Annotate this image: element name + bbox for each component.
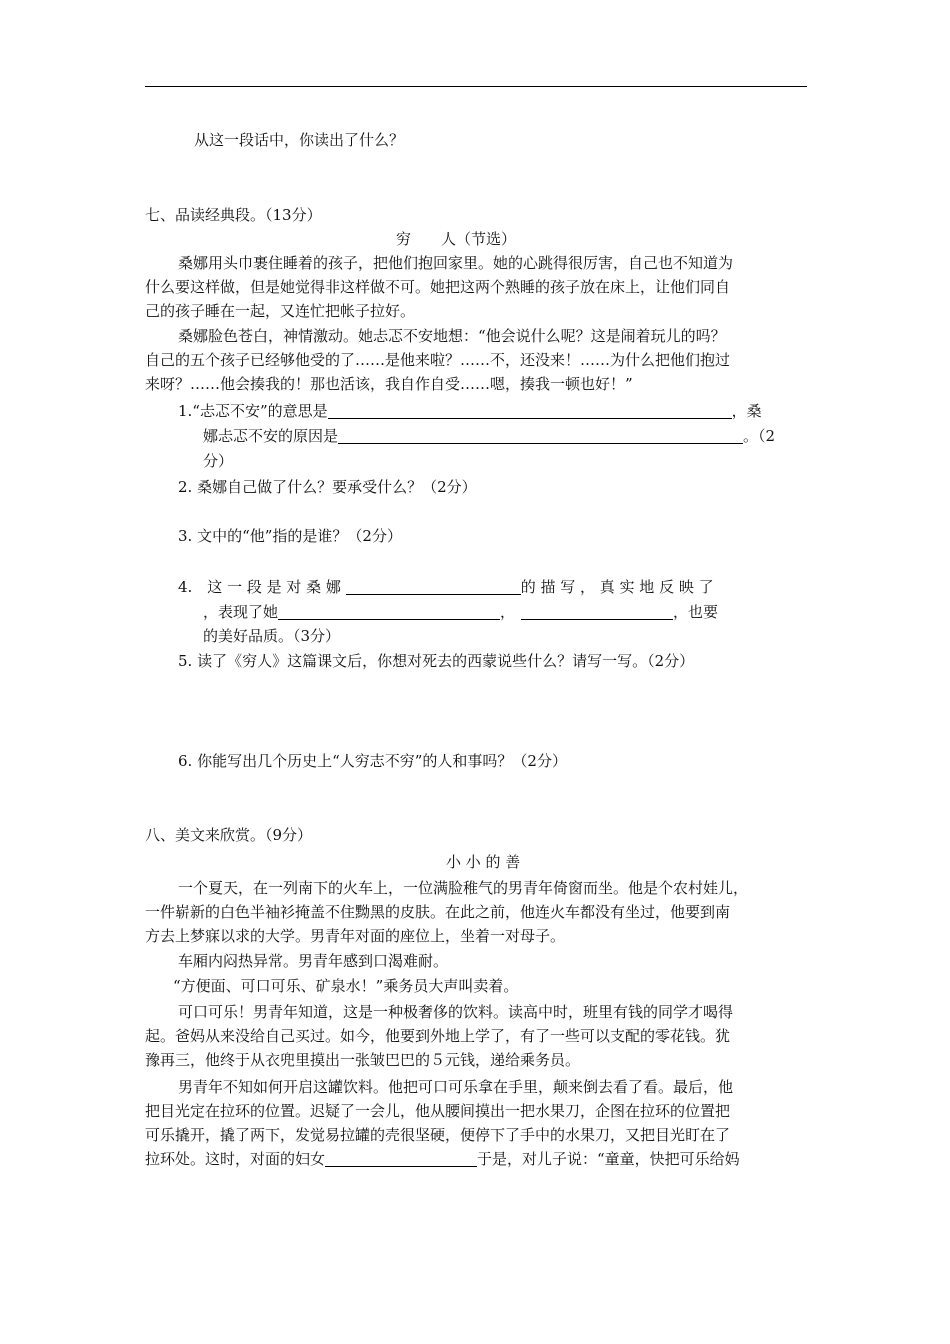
q1-answer-blank-2[interactable]: [338, 427, 743, 444]
q1-text-c: 娜忐忑不安的原因是: [203, 427, 339, 445]
q4-text-e: ，也要: [673, 603, 719, 621]
q4-text-d: ，: [500, 603, 516, 621]
s7-p2-line1: 桑娜脸色苍白，神情激动。她忐忑不安地想：“他会说什么呢？这是闹着玩儿的吗？: [178, 327, 726, 345]
s7-q1-line1: [178, 399, 762, 423]
q4-answer-blank-1[interactable]: [346, 578, 521, 595]
s7-q4-line3: 的美好品质。（3分）: [203, 627, 341, 645]
s8-p5-text-b: 于是，对儿子说：“童童，快把可乐给妈: [477, 1150, 740, 1168]
section8-title: 小 小 的 善: [446, 853, 521, 871]
s7-q6: 6. 你能写出几个历史上“人穷志不穷”的人和事吗？（2分）: [178, 752, 567, 770]
q4-answer-blank-2[interactable]: [278, 603, 500, 620]
s7-q1-line3: 分）: [203, 452, 234, 470]
s7-q2: 2. 桑娜自己做了什么？要承受什么？（2分）: [178, 478, 477, 496]
s7-p2-line3: 来呀？……他会揍我的！那也活该，我自作自受……嗯，揍我一顿也好！”: [145, 375, 633, 393]
s8-p3: “方便面、可口可乐、矿泉水！”乘务员大声叫卖着。: [173, 977, 519, 995]
s7-p1-line2: 什么要这样做，但是她觉得非这样做不可。她把这两个熟睡的孩子放在床上，让他们同自: [145, 278, 731, 296]
previous-question-prompt: 从这一段话中，你读出了什么？: [194, 131, 405, 149]
q1-text-a: 1.“忐忑不安”的意思是: [178, 402, 328, 420]
q4-text-c: ，表现了她: [203, 603, 279, 621]
q4-text-b: 的 描 写 ， 真 实 地 反 映 了: [520, 578, 714, 596]
q4-text-a: 4. 这 一 段 是 对 桑 娜: [178, 578, 341, 596]
section8-heading: 八、美文来欣赏。（9分）: [145, 826, 313, 844]
s8-p1-line2: 一件崭新的白色半袖衫掩盖不住黝黑的皮肤。在此之前，他连火车都没有坐过，他要到南: [145, 903, 731, 921]
s7-q4-line2: [203, 600, 718, 624]
s8-p5-text-a: 拉环处。这时，对面的妇女: [145, 1150, 326, 1168]
s7-p2-line2: 自己的五个孩子已经够他受的了……是他来啦？……不，还没来！……为什么把他们抱过: [145, 351, 731, 369]
s8-p1-line3: 方去上梦寐以求的大学。男青年对面的座位上，坐着一对母子。: [145, 927, 566, 945]
q1-answer-blank-1[interactable]: [328, 402, 732, 419]
header-rule: [145, 86, 807, 87]
s7-q4-line1: [178, 575, 714, 599]
s7-q5: 5. 读了《穷人》这篇课文后，你想对死去的西蒙说些什么？请写一写。（2分）: [178, 652, 695, 670]
s7-p1-line1: 桑娜用头巾裹住睡着的孩子，把他们抱回家里。她的心跳得很厉害，自己也不知道为: [178, 254, 734, 272]
q4-answer-blank-3[interactable]: [521, 603, 673, 620]
s8-p2: 车厢内闷热异常。男青年感到口渴难耐。: [178, 952, 449, 970]
s7-q1-line2: [203, 424, 775, 448]
s7-q3: 3. 文中的“他”指的是谁？（2分）: [178, 527, 402, 545]
s7-p1-line3: 己的孩子睡在一起，又连忙把帐子拉好。: [145, 302, 416, 320]
s8-p5-line1: 男青年不知如何开启这罐饮料。他把可口可乐拿在手里，颠来倒去看了看。最后，他: [178, 1078, 734, 1096]
s8-answer-blank[interactable]: [325, 1150, 477, 1167]
s8-p1-line1: 一个夏天，在一列南下的火车上，一位满脸稚气的男青年倚窗而坐。他是个农村娃儿，: [178, 879, 749, 897]
s8-p4-line1: 可口可乐！男青年知道，这是一种极奢侈的饮料。读高中时，班里有钱的同学才喝得: [178, 1003, 734, 1021]
s8-p4-line3: 豫再三，他终于从衣兜里摸出一张皱巴巴的５元钱，递给乘务员。: [145, 1051, 581, 1069]
s8-p5-line3: 可乐撬开，撬了两下，发觉易拉罐的壳很坚硬，便停下了手中的水果刀，又把目光盯在了: [145, 1126, 731, 1144]
s8-p4-line2: 起。爸妈从来没给自己买过。如今，他要到外地上学了，有了一些可以支配的零花钱。犹: [145, 1027, 731, 1045]
section7-heading: 七、品读经典段。（13分）: [145, 206, 322, 224]
q1-text-d: 。（2: [743, 427, 776, 445]
q1-text-b: ，桑: [731, 402, 762, 420]
section7-title: 穷 人（节选）: [396, 230, 517, 248]
s8-p5-line4: [145, 1147, 740, 1171]
s8-p5-line2: 把目光定在拉环的位置。迟疑了一会儿，他从腰间摸出一把水果刀，企图在拉环的位置把: [145, 1102, 731, 1120]
